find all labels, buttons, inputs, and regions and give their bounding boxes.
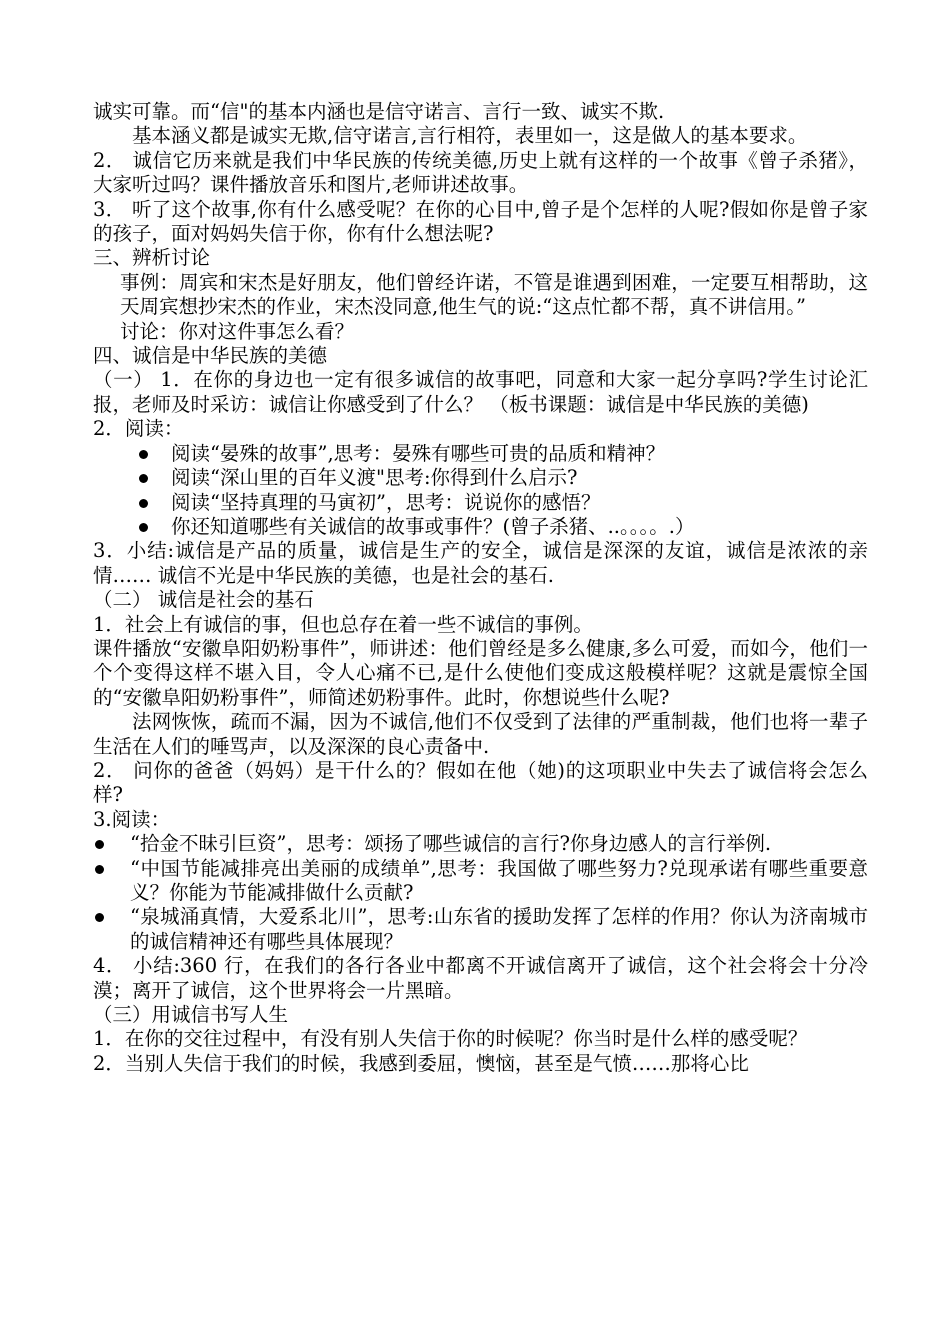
section-heading: 三、辨析讨论 (93, 246, 211, 270)
paragraph: 讨论：你对这件事怎么看？ (120, 319, 355, 343)
paragraph: 2．阅读： (93, 417, 184, 441)
paragraph: 课件播放“安徽阜阳奶粉事件”，师讲述：他们曾经是多么健康,多么可爱，而如今，他们一个个变得这样不堪入目，令人心痛不已,是什么使他们变成这般模样呢？这就是震惊全国的“安徽阜阳奶粉事件”，师简述奶粉事件。此时，你想说些什么呢? (93, 636, 868, 709)
section-heading: 四、诚信是中华民族的美德 (93, 344, 328, 368)
bullet-icon (95, 913, 104, 922)
list-item (93, 442, 868, 466)
bullet-icon (95, 840, 104, 849)
paragraph: 诚实可靠。而“信"的基本内涵也是信守诺言、言行一致、诚实不欺. (93, 100, 665, 123)
paragraph: 2． 问你的爸爸（妈妈）是干什么的？假如在他（她)的这项职业中失去了诚信将会怎么样? (93, 758, 868, 807)
list-item-text: “拾金不昧引巨资”，思考：颂扬了哪些诚信的言行?你身边感人的言行举例. (130, 832, 772, 856)
list-item-text: 阅读“晏殊的故事”,思考：晏殊有哪些可贵的品质和精神？ (171, 441, 666, 465)
paragraph: 事例：周宾和宋杰是好朋友，他们曾经许诺，不管是谁遇到困难，一定要互相帮助，这天周宾想抄宋杰的作业，宋杰没同意,他生气的说:“这点忙都不帮，真不讲信用。” (120, 270, 868, 319)
paragraph: 3． 听了这个故事,你有什么感受呢？在你的心目中,曾子是个怎样的人呢?假如你是曾子家的孩子，面对妈妈失信于你，你有什么想法呢? (93, 197, 868, 246)
bullet-icon (139, 499, 148, 508)
bullet-icon (95, 865, 104, 874)
paragraph: 1．社会上有诚信的事，但也总存在着一些不诚信的事例。 (93, 612, 593, 636)
list-item (93, 857, 868, 906)
bullet-icon (139, 474, 148, 483)
list-item (93, 515, 868, 539)
section-heading: （三）用诚信书写人生 (93, 1003, 289, 1027)
bullet-icon (139, 450, 148, 459)
list-item (93, 832, 868, 856)
list-item-text: 阅读“深山里的百年义渡"思考:你得到什么启示? (171, 466, 578, 490)
list-item (93, 905, 868, 954)
section-heading: （二） 诚信是社会的基石 (93, 588, 314, 612)
paragraph: 3.阅读： (93, 807, 171, 831)
list-item-text: “泉城涌真情，大爱系北川”，思考:山东省的援助发挥了怎样的作用？你认为济南城市的诚信精神还有哪些具体展现？ (130, 905, 868, 953)
paragraph: 1．在你的交往过程中，有没有别人失信于你的时候呢？你当时是什么样的感受呢？ (93, 1027, 808, 1051)
list-item-text: 你还知道哪些有关诚信的故事或事件？(曾子杀猪、..。。。。.） (171, 514, 695, 538)
list-item-text: 阅读“坚持真理的马寅初”，思考：说说你的感悟？ (171, 490, 601, 514)
paragraph: （一） 1．在你的身边也一定有很多诚信的故事吧，同意和大家一起分享吗?学生讨论汇报，老师及时采访：诚信让你感受到了什么？ （板书课题：诚信是中华民族的美德) (93, 368, 868, 416)
paragraph: 基本涵义都是诚实无欺,信守诺言,言行相符，表里如一，这是做人的基本要求。 (132, 124, 808, 148)
paragraph: 4． 小结:360 行，在我们的各行各业中都离不开诚信离开了诚信，这个社会将会十分冷漠；离开了诚信，这个世界将会一片黑暗。 (93, 954, 868, 1002)
bullet-icon (139, 523, 148, 532)
document-page (93, 100, 868, 1076)
paragraph: 2．当别人失信于我们的时候，我感到委屈，懊恼，甚至是气愤……那将心比 (93, 1051, 749, 1075)
paragraph: 2． 诚信它历来就是我们中华民族的传统美德,历史上就有这样的一个故事《曾子杀猪》，大家听过吗？课件播放音乐和图片,老师讲述故事。 (93, 148, 868, 197)
list-item-text: “中国节能减排亮出美丽的成绩单”,思考：我国做了哪些努力?兑现承诺有哪些重要意义？你能为节能减排做什么贡献? (130, 856, 868, 904)
list-item (93, 466, 868, 490)
paragraph: 法网恢恢，疏而不漏，因为不诚信,他们不仅受到了法律的严重制裁，他们也将一辈子生活在人们的唾骂声，以及深深的良心责备中. (93, 710, 868, 758)
paragraph: 3．小结:诚信是产品的质量，诚信是生产的安全，诚信是深深的友谊，诚信是浓浓的亲情…… 诚信不光是中华民族的美德，也是社会的基石. (93, 539, 868, 587)
list-item (93, 491, 868, 515)
